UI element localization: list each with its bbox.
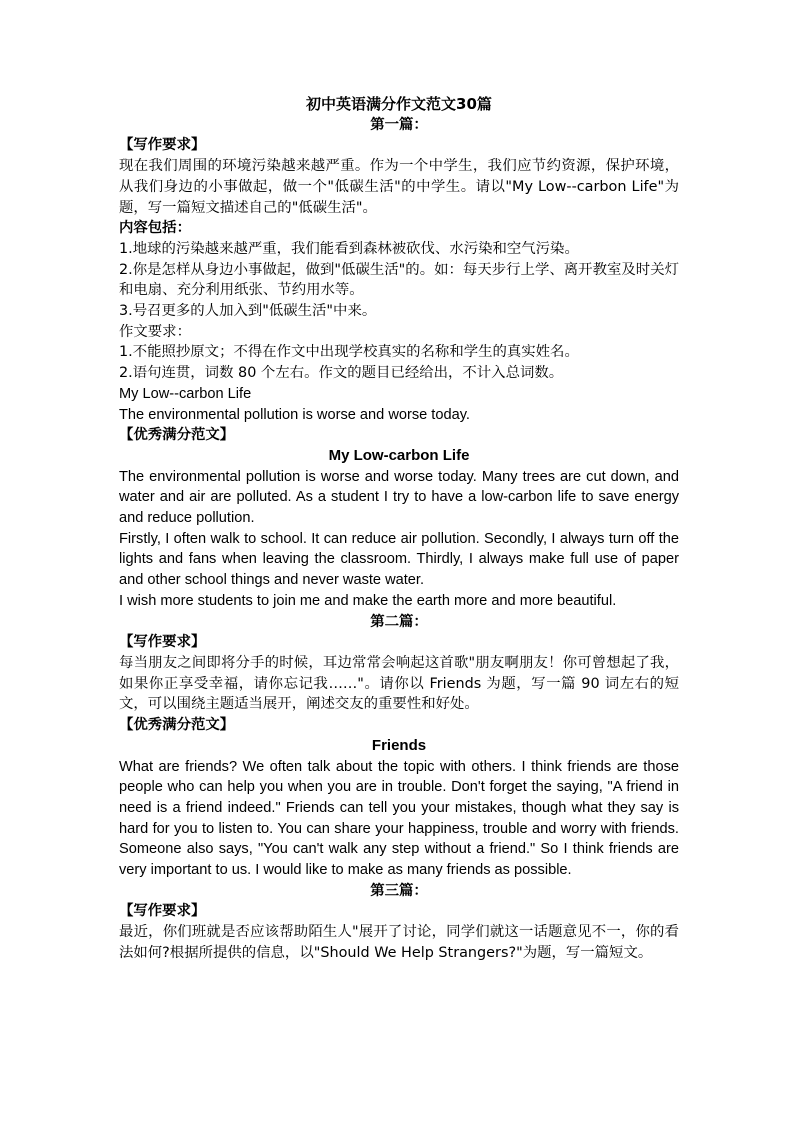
- requirement-label: 【写作要求】: [119, 634, 206, 651]
- essay-paragraph: Firstly, I often walk to school. It can reduce air pollution. Secondly, I always turn off the lights and fans when leaving the classroom. Thirdly, I always make full use of paper and other school things and never waste water.: [119, 530, 679, 589]
- composition-rule: 2.语句连贯，词数 80 个左右。作文的题目已经给出，不计入总词数。: [119, 365, 564, 382]
- essay-paragraph: The environmental pollution is worse and worse today. Many trees are cut down, and water and air are polluted. As a student I try to have a low-carbon life to save energy and reduce pollution.: [119, 468, 679, 527]
- essay-title: Friends: [371, 736, 427, 754]
- content-point: 1.地球的污染越来越严重，我们能看到森林被砍伐、水污染和空气污染。: [119, 240, 579, 257]
- essay-paragraph: What are friends? We often talk about the topic with others. I think friends are those people who can help you when you are in trouble. Don't forget the saying, "A friend in need is a friend indeed." Friends can tell you your mistakes, though what they say is hard for you to listen to. You can share your happiness, trouble and worry with friends. Someone also says, "You can't walk any step without a friend." So I think friends are very important to us. I would like to make as many friends as possible.: [119, 758, 679, 879]
- given-opening: The environmental pollution is worse and worse today.: [119, 406, 470, 423]
- document-content: [119, 94, 679, 964]
- essay-paragraph: I wish more students to join me and make the earth more and more beautiful.: [119, 592, 617, 609]
- section-heading-2: 第二篇：: [370, 613, 428, 630]
- content-point: 3.号召更多的人加入到"低碳生活"中来。: [119, 303, 377, 320]
- composition-label: 作文要求：: [119, 323, 191, 340]
- essay-title: My Low-carbon Life: [328, 446, 470, 464]
- content-label: 内容包括：: [119, 220, 191, 237]
- given-title: My Low--carbon Life: [119, 385, 252, 402]
- requirement-text: 最近，你们班就是否应该帮助陌生人"展开了讨论，同学们就这一话题意见不一，你的看法如何?根据所提供的信息，以"Should We Help Strangers?"为题，写一篇短文。: [119, 924, 679, 961]
- requirement-text: 每当朋友之间即将分手的时候，耳边常常会响起这首歌"朋友啊朋友！你可曾想起了我，如果你正享受幸福，请你忘记我……"。请你以 Friends 为题，写一篇 90 词左右的短文，可以围绕主题适当展开，阐述交友的重要性和好处。: [119, 654, 679, 713]
- sample-label: 【优秀满分范文】: [119, 427, 235, 444]
- composition-rule: 1.不能照抄原文；不得在作文中出现学校真实的名称和学生的真实姓名。: [119, 344, 579, 361]
- section-heading-1: 第一篇：: [370, 116, 428, 133]
- requirement-label: 【写作要求】: [119, 903, 206, 920]
- requirement-label: 【写作要求】: [119, 137, 206, 154]
- content-point: 2.你是怎样从身边小事做起，做到"低碳生活"的。如：每天步行上学、离开教室及时关灯和电扇、充分利用纸张、节约用水等。: [119, 261, 679, 299]
- requirement-text: 现在我们周围的环境污染越来越严重。作为一个中学生，我们应节约资源，保护环境，从我们身边的小事做起，做一个"低碳生活"的中学生。请以"My Low--carbon Life"为题，写一篇短文描述自己的"低碳生活"。: [119, 158, 679, 216]
- sample-label: 【优秀满分范文】: [119, 717, 235, 734]
- section-heading-3: 第三篇：: [370, 882, 428, 899]
- page-title: 初中英语满分作文范文30篇: [306, 95, 492, 113]
